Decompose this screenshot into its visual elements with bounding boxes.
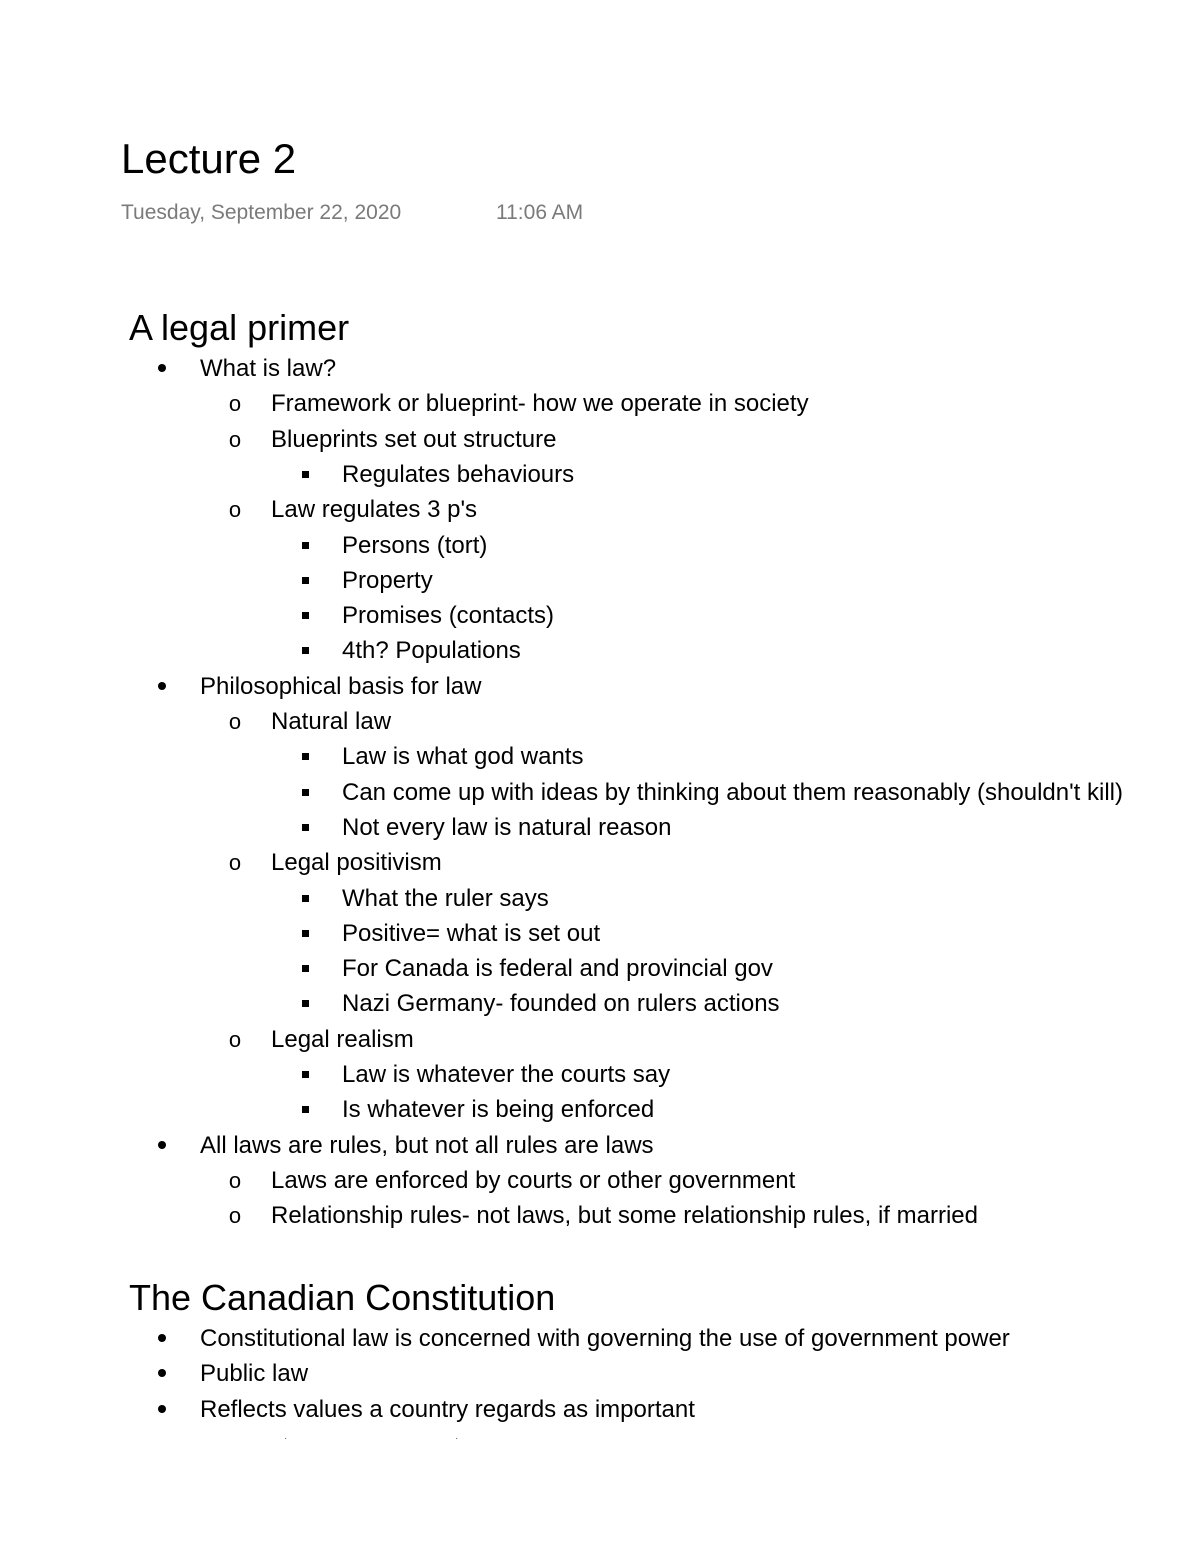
bullet-circle-marker: o <box>228 1167 242 1193</box>
bullet-square-icon <box>302 881 312 916</box>
list-item-level-3 <box>342 1092 654 1127</box>
list-item-level-2 <box>228 1198 978 1233</box>
list-item-level-2 <box>228 386 809 421</box>
list-item-level-1 <box>200 1392 695 1427</box>
bullet-dot-icon <box>158 669 168 704</box>
bullet-circle-marker: o <box>228 709 242 734</box>
list-item-level-3 <box>342 739 583 774</box>
bullet-square-icon <box>302 457 312 492</box>
list-item-text: Reflects values a country regards as important <box>200 1395 695 1423</box>
list-item-text: Legal positivism <box>271 849 442 877</box>
list-item-text: Is whatever is being enforced <box>342 1096 655 1124</box>
section-heading: The Canadian Constitution <box>129 1277 556 1318</box>
list-item-text: Regulates behaviours <box>342 460 575 488</box>
list-item-text: Can come up with ideas by thinking about them reasonably (shouldn't kill) <box>342 778 1124 806</box>
list-item-level-1 <box>200 1321 1010 1356</box>
list-item-level-3 <box>342 633 521 668</box>
list-item-text: Philosophical basis for law <box>200 672 482 700</box>
list-item-text: Promises (contacts) <box>342 602 555 630</box>
bullet-circle-marker: o <box>228 1026 242 1052</box>
note-date: Tuesday, September 22, 2020 <box>121 201 402 224</box>
list-item-text: Legal realism <box>271 1025 414 1053</box>
list-item-level-3 <box>342 951 773 986</box>
page-title: Lecture 2 <box>121 135 297 182</box>
list-item-level-3 <box>342 1057 670 1092</box>
list-item-text: Framework or blueprint- how we operate in society <box>271 390 809 418</box>
bullet-square-icon <box>302 739 312 774</box>
list-item-level-1 <box>200 669 481 704</box>
bullet-square-icon <box>302 810 312 845</box>
list-item-level-3 <box>342 810 671 845</box>
list-item-level-2 <box>228 704 392 739</box>
list-item-level-3 <box>342 563 433 598</box>
list-item-text: Law regulates 3 p's <box>271 496 478 524</box>
bullet-square-icon <box>302 775 312 810</box>
bullet-square-icon <box>302 1057 312 1092</box>
bullet-dot-icon <box>158 1356 168 1391</box>
bullet-circle-marker: o <box>228 426 242 452</box>
list-item-level-2 <box>228 492 478 527</box>
list-item-text: Public law <box>200 1360 309 1388</box>
bullet-square-icon <box>302 916 312 951</box>
bullet-square-icon <box>302 563 312 598</box>
list-item-level-1 <box>200 351 336 386</box>
list-item-level-3 <box>342 457 574 492</box>
bullet-circle-marker: o <box>228 391 242 417</box>
bullet-square-icon <box>302 633 312 668</box>
list-item-text: Constitutional law is concerned with governing the use of government power <box>200 1325 1010 1352</box>
bullet-square-icon <box>302 598 312 633</box>
bullet-circle-marker: o <box>228 850 242 876</box>
list-item-text: Law is what god wants <box>342 743 584 771</box>
list-item-level-2 <box>228 845 442 880</box>
bullet-dot-icon <box>158 351 168 386</box>
list-item-level-1 <box>200 1356 308 1391</box>
list-item-text: Property <box>342 566 433 594</box>
section-heading: A legal primer <box>129 307 350 348</box>
list-item-level-2 <box>228 1022 414 1057</box>
list-item-level-2 <box>228 1163 796 1198</box>
list-item-text: What the ruler says <box>342 884 549 912</box>
list-item-text: All laws are rules, but not all rules are laws <box>200 1131 654 1159</box>
bullet-dot-icon <box>158 1392 168 1427</box>
list-item-level-3 <box>342 775 1123 810</box>
bullet-square-icon <box>302 951 312 986</box>
list-item-text: 4th? Populations <box>342 637 521 665</box>
list-item-level-2 <box>228 422 557 457</box>
bullet-circle-marker: o <box>228 497 242 523</box>
list-item-level-3 <box>342 986 780 1021</box>
list-item-text: For Canada is federal and provincial gov <box>342 955 773 983</box>
list-item-text: Positive= what is set out <box>342 919 601 947</box>
bullet-square-icon <box>302 528 312 563</box>
list-item-level-3 <box>342 528 487 563</box>
list-item-text: Blueprints set out structure <box>271 425 557 453</box>
bullet-dot-icon <box>158 1128 168 1163</box>
list-item-text: What is law? <box>200 355 337 382</box>
note-time: 11:06 AM <box>496 201 584 224</box>
bullet-square-icon <box>302 1092 312 1127</box>
bullet-square-icon <box>302 986 312 1021</box>
list-item-level-3 <box>342 881 549 916</box>
list-item-level-1 <box>200 1128 654 1163</box>
list-item-text: Laws are enforced by courts or other government <box>271 1166 796 1194</box>
list-item-text: Relationship rules- not laws, but some relationship rules, if married <box>271 1202 978 1230</box>
bullet-dot-icon <box>158 1321 168 1356</box>
list-item-text: Persons (tort) <box>342 531 488 559</box>
list-item-level-3 <box>342 916 600 951</box>
cropped-text-fragment: · <box>284 1433 288 1444</box>
list-item-text: Natural law <box>271 708 392 735</box>
list-item-text: Nazi Germany- founded on rulers actions <box>342 990 780 1018</box>
list-item-level-3 <box>342 598 554 633</box>
bullet-circle-marker: o <box>228 1203 242 1229</box>
cropped-text-fragment: · <box>455 1433 459 1444</box>
list-item-text: Law is whatever the courts say <box>342 1061 671 1088</box>
list-item-text: Not every law is natural reason <box>342 813 672 841</box>
